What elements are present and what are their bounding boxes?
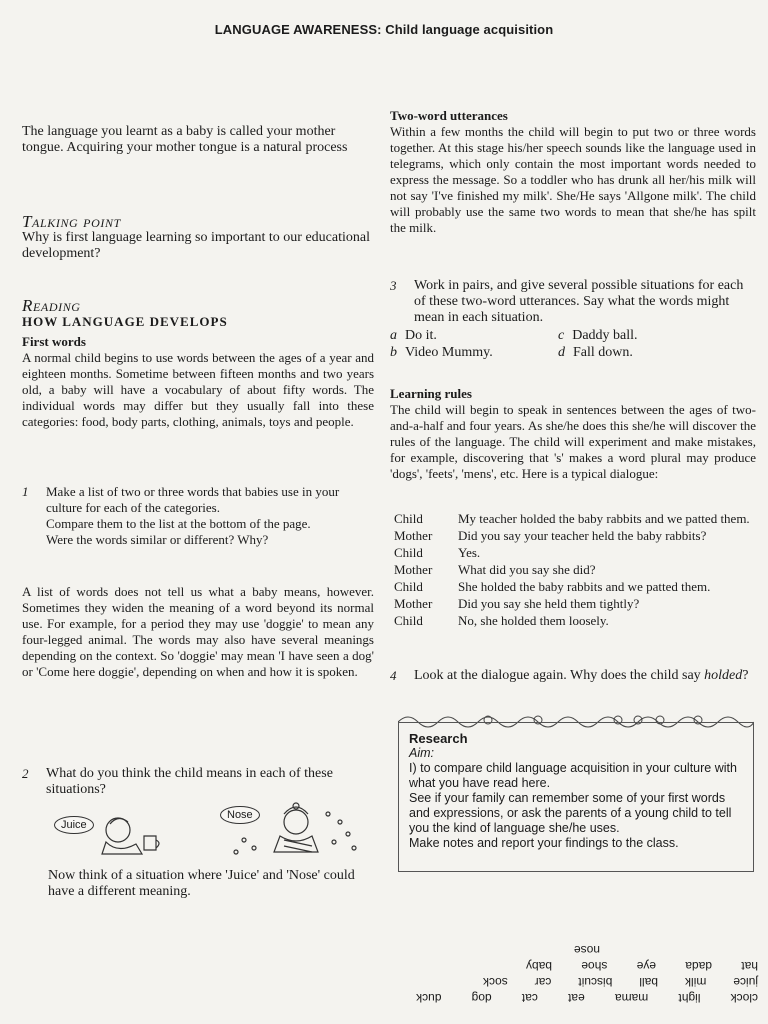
learning-rules-text: The child will begin to speak in sentences between the ages of two-and-a-half and four years. As she/he does this she/he will discover the rules of the language. The child will experiment and make mistakes, for example, discovering that 's' makes a word plural may produce 'dogs', 'feets', 'mens', etc. Here is a typical dialogue: [390, 402, 756, 481]
intro-block [22, 124, 374, 156]
reading-section [22, 298, 374, 430]
dialogue-line: She holded the baby rabbits and we patted them. [458, 579, 711, 594]
dialogue-line: What did you say she did? [458, 562, 596, 577]
learning-rules-heading: Learning rules [390, 386, 472, 401]
two-word-text: Within a few months the child will begin to put two or three words together. At this stage his/her speech sounds like the language used in telegrams, which only contain the most important words needed to express the message. So a toddler who has drunk all her/his milk will not say 'I've finished my milk'. She/He says 'Allgone milk'. The child will probably use the same two words to mean that she/he has spilt the milk. [390, 124, 756, 235]
dialogue-line: My teacher holded the baby rabbits and we patted them. [458, 511, 750, 526]
juice-speech-bubble: Juice [54, 816, 94, 834]
dialogue-speaker: Mother [394, 562, 433, 577]
dialogue-line: Yes. [458, 545, 481, 560]
holded-word: holded [704, 668, 743, 683]
first-words-text: A normal child begins to use words between the ages of a year and eighteen months. Sometime between fifteen months and two years old, a baby will have a vocabulary of about fifty words. The individual words may differ but they usually fall into these categories: food, body parts, clothing, animals, toys and people. [22, 350, 374, 429]
exercise-3-item-d: d Fall down. [558, 345, 633, 360]
reading-subheading: HOW LANGUAGE DEVELOPS [22, 314, 228, 329]
dialogue-speaker: Mother [394, 596, 433, 611]
dialogue-grid [394, 510, 756, 629]
two-word-section [390, 108, 756, 236]
learning-rules-section [390, 386, 756, 482]
research-aim: Aim: [409, 746, 434, 760]
talking-point-section [22, 214, 374, 262]
dialogue-speaker: Mother [394, 528, 433, 543]
dialogue-speaker: Child [394, 511, 423, 526]
exercise-3 [390, 278, 756, 361]
exercise-1-line2: Compare them to the list at the bottom of the page. [46, 516, 311, 531]
exercise-1-number: 1 [22, 484, 29, 499]
exercise-1-line1: Make a list of two or three words that babies use in your culture for each of the categories. [46, 484, 340, 515]
children-sketch-icon [48, 800, 368, 862]
exercise-3-item-c: c Daddy ball. [558, 328, 638, 343]
talking-point-text: Why is first language learning so important to our educational development? [22, 230, 370, 261]
exercise-3-item-a: a Do it. [390, 328, 437, 343]
page-title: LANGUAGE AWARENESS: Child language acquisition [214, 22, 554, 37]
child-illustrations [48, 800, 368, 862]
dialogue-speaker: Child [394, 613, 423, 628]
word-row: juice milk ball biscuit car sock [483, 975, 758, 989]
exercise-2-followup-block [48, 868, 378, 900]
dialogue-line: Did you say she held them tightly? [458, 596, 640, 611]
meaning-paragraph: A list of words does not tell us what a baby means, however. Sometimes they widen the meaning of a word beyond its normal use. For example, for a period they may use 'doggie' to mean any four-legged animal. The words may also have several meanings depending on the context. So 'doggie' may mean 'I have seen a dog' or 'Come here doggie', depending on when and how it is spoken. [22, 584, 374, 679]
intro-text: The language you learnt as a baby is called your mother tongue. Acquiring your mother tongue is a natural process [22, 124, 348, 155]
exercise-4-number: 4 [390, 668, 397, 683]
exercise-2 [22, 766, 374, 798]
research-box [398, 722, 754, 872]
exercise-3-text: Work in pairs, and give several possible situations for each of these two-word utterances. Say what the words might mean in each situation. [414, 278, 744, 325]
exercise-1-line3: Were the words similar or different? Why? [46, 532, 269, 547]
exercise-3-item-b: b Video Mummy. [390, 345, 493, 360]
word-row: nose [573, 943, 601, 957]
dialogue-speaker: Child [394, 545, 423, 560]
exercise-2-number: 2 [22, 766, 29, 781]
research-heading: Research [409, 731, 468, 746]
exercise-4 [390, 668, 756, 684]
research-line1: I) to compare child language acquisition in your culture with what you have read here. [409, 761, 737, 790]
exercise-2-text: What do you think the child means in each of these situations? [46, 766, 333, 797]
talking-point-heading: Talking point [22, 212, 121, 231]
dialogue-line: No, she holded them loosely. [458, 613, 609, 628]
meaning-paragraph-block [22, 584, 374, 680]
word-row: hat dada eye shoe baby [526, 959, 758, 973]
exercise-2-followup: Now think of a situation where 'Juice' and 'Nose' could have a different meaning. [48, 868, 355, 899]
nose-speech-bubble: Nose [220, 806, 260, 824]
dialogue-speaker: Child [394, 579, 423, 594]
exercise-1 [22, 484, 374, 548]
research-line3: Make notes and report your findings to the class. [409, 836, 679, 850]
word-row: clock light mama eat cat dog duck [416, 991, 758, 1005]
exercise-3-number: 3 [390, 278, 397, 293]
two-word-heading: Two-word utterances [390, 108, 508, 123]
dialogue-line: Did you say your teacher held the baby rabbits? [458, 528, 707, 543]
reading-heading: Reading [22, 296, 81, 315]
first-words-heading: First words [22, 334, 86, 349]
exercise-3-items [390, 328, 756, 361]
research-line2: See if your family can remember some of your first words and expressions, or ask the parents of a young child to tell you the kind of language she/he uses. [409, 791, 732, 835]
baby-word-list [416, 910, 758, 1006]
exercise-4-text: Look at the dialogue again. Why does the child say holded? [414, 668, 749, 683]
dialogue [394, 510, 756, 629]
